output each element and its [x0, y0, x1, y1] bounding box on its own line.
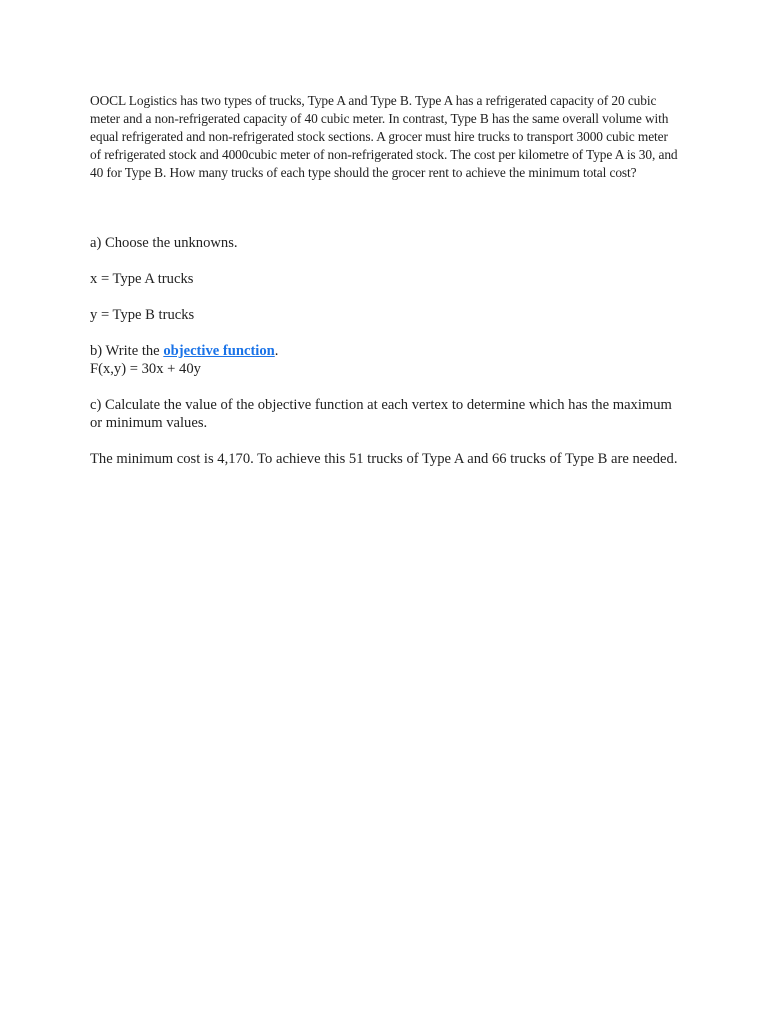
- problem-statement: OOCL Logistics has two types of trucks, Type A and Type B. Type A has a refrigerated capacity of 20 cubic meter and a non-refrigerated capacity of 40 cubic meter. In contrast, Type B has the same overall volume with equal refrigerated and non-refrigerated stock sections. A grocer must hire trucks to transport 3000 cubic meter of refrigerated stock and 4000cubic meter of non-refrigerated stock. The cost per kilometre of Type A is 30, and 40 for Type B. How many trucks of each type should the grocer rent to achieve the minimum total cost?: [90, 93, 678, 180]
- conclusion-text: The minimum cost is 4,170. To achieve this 51 trucks of Type A and 66 trucks of Type B are needed.: [90, 451, 678, 467]
- step-b-section: [90, 342, 680, 378]
- objective-formula: F(x,y) = 30x + 40y: [90, 361, 201, 377]
- y-definition: y = Type B trucks: [90, 307, 195, 323]
- step-b-suffix: .: [274, 343, 279, 359]
- step-b-prefix: b) Write the: [90, 343, 164, 359]
- step-b-heading: [90, 342, 680, 360]
- document-body: [90, 92, 680, 486]
- x-definition: x = Type A trucks: [90, 271, 194, 287]
- step-a-heading: a) Choose the unknowns.: [90, 235, 238, 251]
- objective-function-link[interactable]: objective function: [163, 343, 275, 359]
- step-c-heading: c) Calculate the value of the objective function at each vertex to determine which has the maximum or minimum values.: [90, 397, 672, 431]
